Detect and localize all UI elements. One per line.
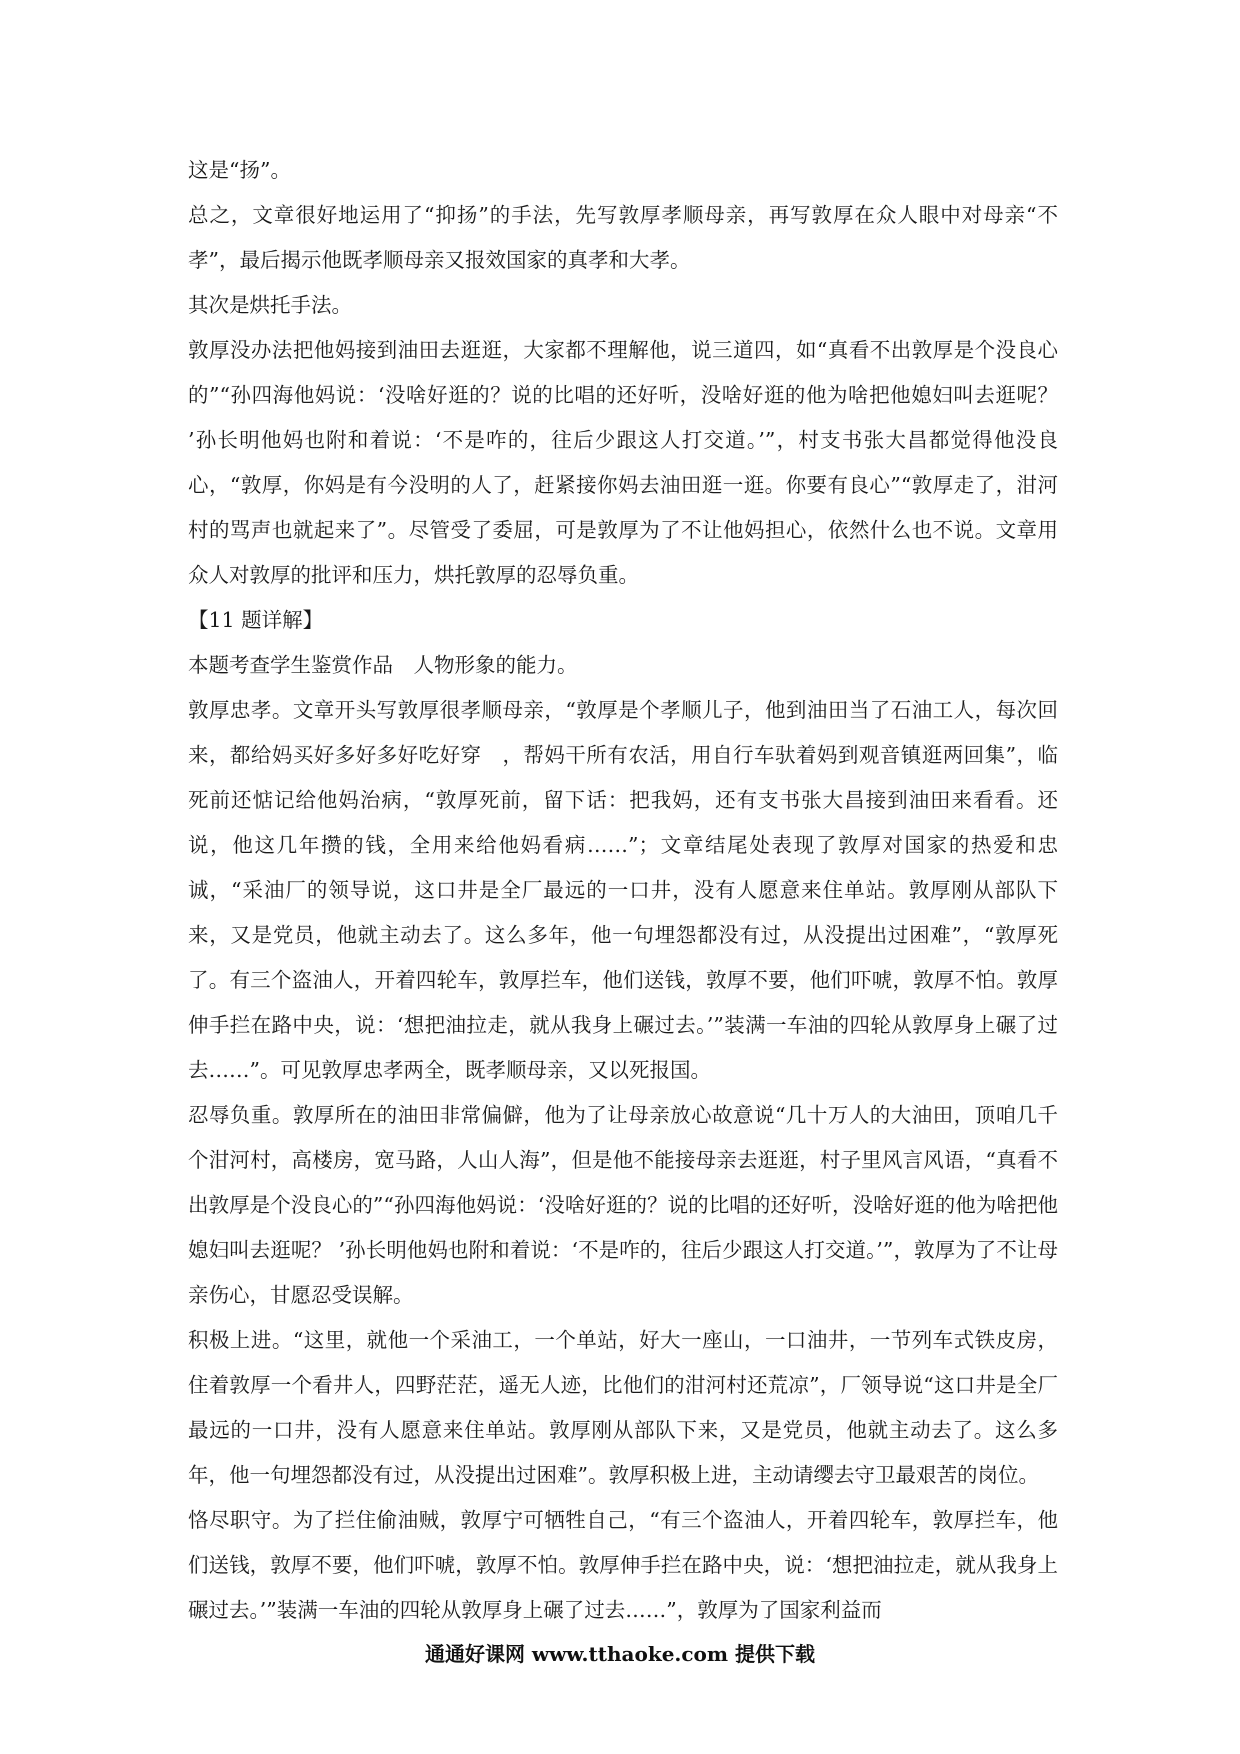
section-heading-q11: 【11 题详解】: [188, 608, 324, 632]
paragraph-dutiful: 恪尽职守。为了拦住偷油贼，敦厚宁可牺牲自己，“有三个盗油人，开着四轮车，敦厚拦车，他们送钱，敦厚不要，他们吓唬，敦厚不怕。敦厚伸手拦在路中央，说：‘想把油拉走，就从我身上碾过去。’”装满一车油的四轮从敦厚身上碾了过去……”，敦厚为了国家利益而: [188, 1508, 1058, 1622]
paragraph-villagers-criticism: 敦厚没办法把他妈接到油田去逛逛，大家都不理解他，说三道四，如“真看不出敦厚是个没良心的”“孙四海他妈说：‘没啥好逛的？说的比唱的还好听，没啥好逛的他为啥把他媳妇叫去逛呢？ ’孙长明他妈也附和着说：‘不是咋的，往后少跟这人打交道。’”，村支书张大昌都觉得他没良心，“敦厚，你妈是有今没明的人了，赶紧接你妈去油田逛一逛。你要有良心”“敦厚走了，泔河村的骂声也就起来了”。尽管受了委屈，可是敦厚为了不让他妈担心，依然什么也不说。文章用众人对敦厚的批评和压力，烘托敦厚的忍辱负重。: [188, 338, 1058, 587]
paragraph-proactive: 积极上进。“这里，就他一个采油工，一个单站，好大一座山，一口油井，一节列车式铁皮房，住着敦厚一个看井人，四野茫茫，遥无人迹，比他们的泔河村还荒凉”，厂领导说“这口井是全厂最远的一口井，没有人愿意来住单站。敦厚刚从部队下来，又是党员，他就主动去了。这么多年，他一句埋怨都没有过，从没提出过困难”。敦厚积极上进，主动请缨去守卫最艰苦的岗位。: [188, 1328, 1058, 1487]
paragraph-endure-humiliation: 忍辱负重。敦厚所在的油田非常偏僻，他为了让母亲放心故意说“几十万人的大油田，顶咱几千个泔河村，高楼房，宽马路，人山人海”，但是他不能接母亲去逛逛，村子里风言风语，“真看不出敦厚是个没良心的”“孙四海他妈说：‘没啥好逛的？说的比唱的还好听，没啥好逛的他为啥把他媳妇叫去逛呢？ ’孙长明他妈也附和着说：‘不是咋的，往后少跟这人打交道。’”，敦厚为了不让母亲伤心，甘愿忍受误解。: [188, 1103, 1058, 1307]
paragraph-summary: 总之，文章很好地运用了“抑扬”的手法，先写敦厚孝顺母亲，再写敦厚在众人眼中对母亲“不孝”，最后揭示他既孝顺母亲又报效国家的真孝和大孝。: [188, 203, 1058, 272]
paragraph-yang-conclusion: 这是“扬”。: [188, 158, 291, 182]
paragraph-question-intro: 本题考查学生鉴赏作品 人物形象的能力。: [188, 653, 578, 677]
page-footer: 通通好课网 www.tthaoke.com 提供下载: [424, 1642, 816, 1666]
paragraph-loyal-filial: 敦厚忠孝。文章开头写敦厚很孝顺母亲，“敦厚是个孝顺儿子，他到油田当了石油工人，每次回来，都给妈买好多好多好吃好穿 ，帮妈干所有农活，用自行车驮着妈到观音镇逛两回集”，临死前还惦记给他妈治病，“敦厚死前，留下话：把我妈，还有支书张大昌接到油田来看看。还说，他这几年攒的钱，全用来给他妈看病……”；文章结尾处表现了敦厚对国家的热爱和忠诚，“采油厂的领导说，这口井是全厂最远的一口井，没有人愿意来住单站。敦厚刚从部队下来，又是党员，他就主动去了。这么多年，他一句埋怨都没有过，从没提出过困难”，“敦厚死了。有三个盗油人，开着四轮车，敦厚拦车，他们送钱，敦厚不要，他们吓唬，敦厚不怕。敦厚伸手拦在路中央，说：‘想把油拉走，就从我身上碾过去。’”装满一车油的四轮从敦厚身上碾了过去……”。可见敦厚忠孝两全，既孝顺母亲，又以死报国。: [188, 698, 1058, 1082]
paragraph-contrast-technique: 其次是烘托手法。: [188, 293, 352, 317]
document-body: [188, 148, 1058, 1633]
